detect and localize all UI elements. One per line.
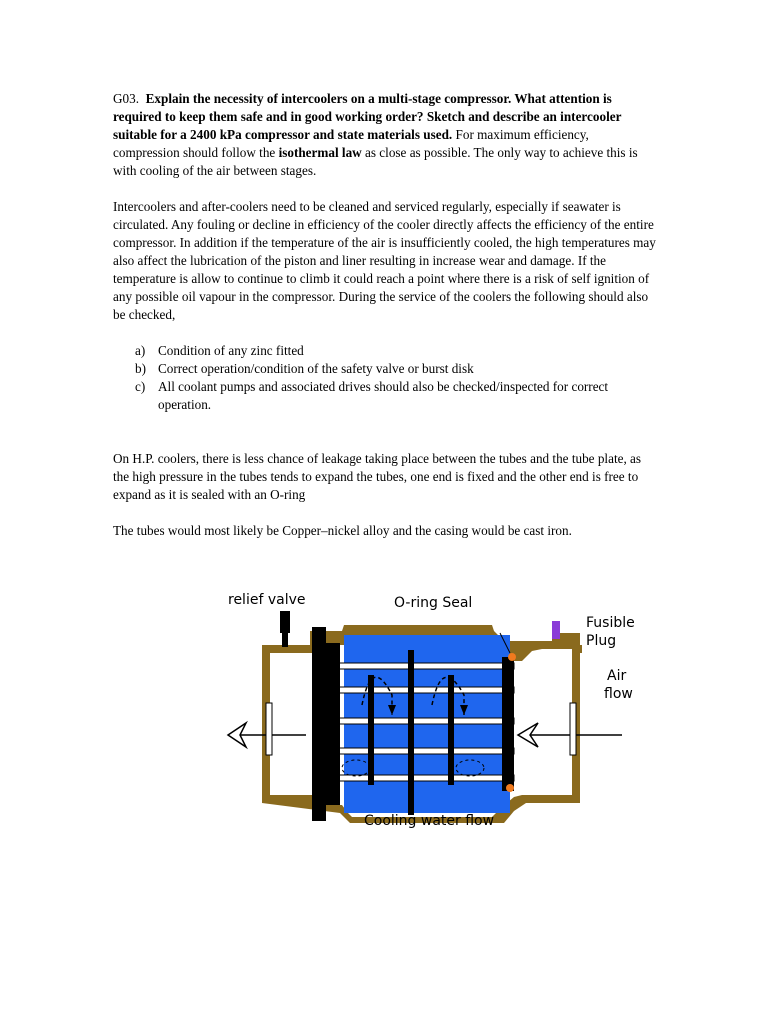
tube-plate-fixed [312, 627, 326, 821]
fusible-plug-label: Fusible [586, 615, 635, 631]
checklist-item [135, 360, 658, 378]
relief-valve [280, 611, 290, 633]
relief-valve-label: relief valve [228, 592, 306, 608]
intercooler-diagram [222, 585, 662, 835]
hp-coolers-paragraph: On H.P. coolers, there is less chance of leakage taking place between the tubes and the tube plate, as the high pressure in the tubes tends to expand the tubes, one end is fixed and the other end is free to expand as it is sealed with an O-ring [113, 451, 642, 502]
maintenance-paragraph: Intercoolers and after-coolers need to be cleaned and serviced regularly, especially if seawater is circulated. Any fouling or decline in efficiency of the cooler directly affects the efficiency of the entire compressor. In addition if the temperature of the air is insufficiently cooled, the high temperatures may also affect the lubrication of the piston and liner resulting in increase wear and damage. If the temperature is allow to continue to climb it could reach a point where there is a risk of self ignition of any possible oil vapour in the compressor. During the service of the coolers the following should also be checked, [113, 199, 656, 322]
document-page [113, 90, 658, 540]
tube-plate-left-face [326, 643, 340, 805]
question-paragraph [113, 90, 658, 180]
baffle [408, 650, 414, 815]
o-ring-icon [508, 653, 516, 661]
list-marker: a) [135, 343, 146, 358]
list-text: Condition of any zinc fitted [158, 343, 304, 358]
air-outlet-port [266, 703, 272, 755]
air-flow-label: Air [607, 668, 627, 684]
o-ring-seal-label: O-ring Seal [394, 595, 473, 611]
checklist-item [135, 378, 658, 414]
materials-paragraph: The tubes would most likely be Copper–nickel alloy and the casing would be cast iron. [113, 523, 572, 538]
cooling-water-flow-label: Cooling water flow [364, 813, 495, 829]
fusible-plug-label-2: Plug [586, 633, 617, 649]
tube-plate-free [502, 657, 514, 791]
cooler-tube [318, 748, 514, 754]
cooler-tube [318, 718, 514, 724]
baffle [368, 675, 374, 785]
list-marker: b) [135, 361, 146, 376]
list-text: Correct operation/condition of the safety valve or burst disk [158, 361, 474, 376]
o-ring-icon [506, 784, 514, 792]
answer-intro: For maximum efficiency, compression should follow the [113, 127, 589, 160]
cooler-tube [318, 687, 514, 693]
relief-valve-stem [282, 633, 288, 647]
fusible-plug [552, 621, 560, 639]
question-text: Explain the necessity of intercoolers on a multi-stage compressor. What attention is required to keep them safe and in good working order? Sketch and describe an intercooler suitable for a 2400 kPa compressor and state materials used. [113, 91, 622, 142]
air-inlet-port [570, 703, 576, 755]
air-flow-label-2: flow [604, 686, 633, 702]
question-code: G03. [113, 91, 140, 106]
isothermal-law-term: isothermal law [278, 145, 362, 160]
list-marker: c) [135, 379, 146, 394]
service-checklist [135, 342, 658, 414]
answer-intro-end: as close as possible. The only way to achieve this is with cooling of the air between stages. [113, 145, 638, 178]
cooler-tube [318, 775, 514, 781]
cooler-tube [318, 663, 514, 669]
checklist-item [135, 342, 658, 360]
list-text: All coolant pumps and associated drives should also be checked/inspected for correct operation. [158, 379, 609, 412]
baffle [448, 675, 454, 785]
